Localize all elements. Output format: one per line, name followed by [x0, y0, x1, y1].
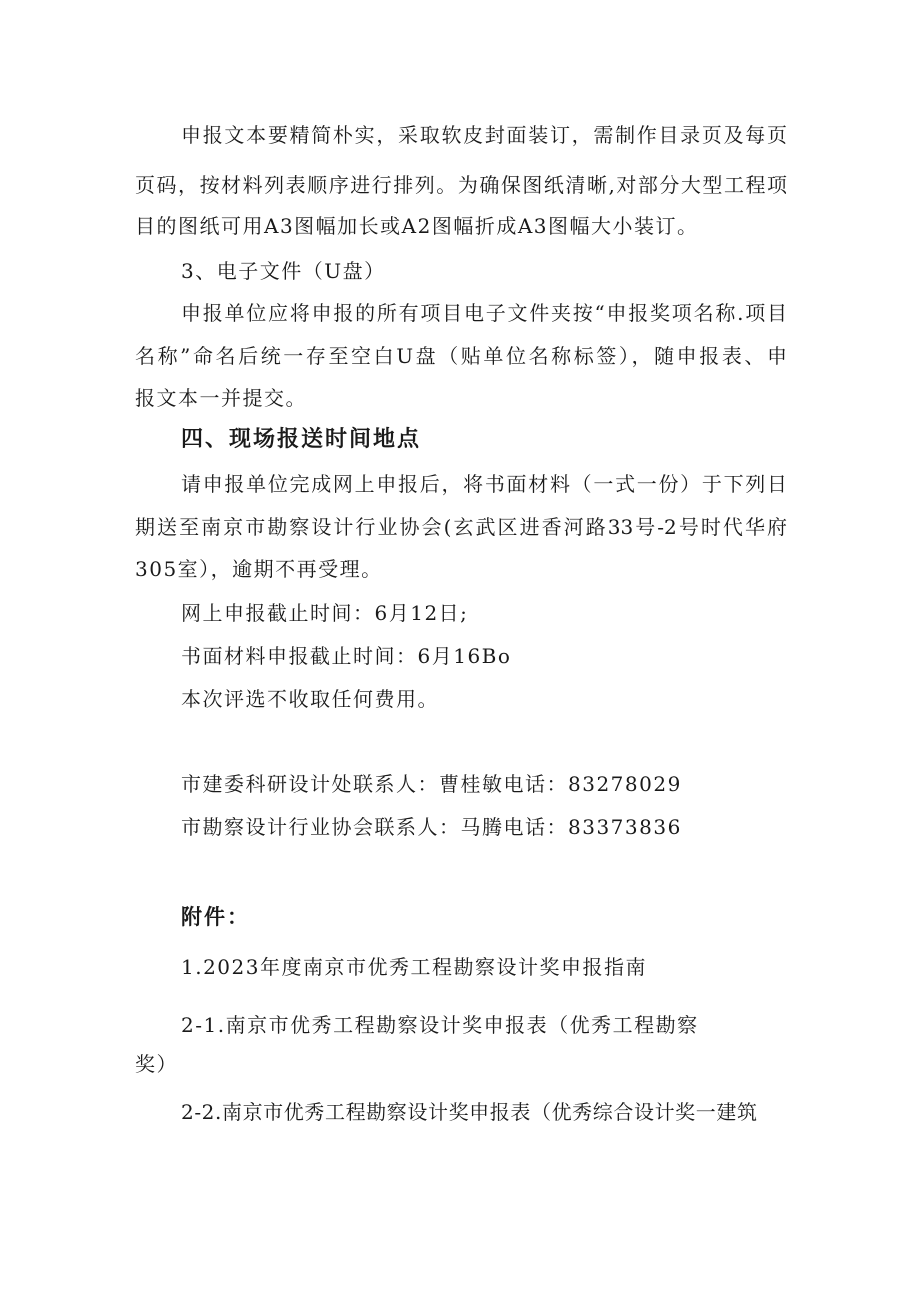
attachments-heading: 附件： — [181, 905, 250, 929]
attachment-item-3: 2-2.南京市优秀工程勘察设计奖申报表（优秀综合设计奖一建筑 — [181, 1100, 758, 1124]
item-electronic-line-3: 报文本一并提交。 — [135, 386, 307, 410]
paragraph-binding-line-1: 申报文本要精简朴实，采取软皮封面装订，需制作目录页及每页 — [181, 123, 787, 147]
paper-deadline: 书面材料申报截止时间：6月16Bo — [181, 644, 512, 668]
item-electronic-line-2: 名称”命名后统一存至空白U盘（贴单位名称标签），随申报表、申 — [135, 344, 787, 368]
section-4-heading: 四、现场报送时间地点 — [181, 427, 422, 452]
section-4-line-3: 305室），逾期不再受理。 — [135, 557, 383, 581]
fee-note: 本次评选不收取任何费用。 — [181, 687, 439, 711]
attachment-item-2-line-2: 奖） — [135, 1052, 178, 1076]
contact-survey-design-association: 市勘察设计行业协会联系人：马腾电话：83373836 — [181, 815, 682, 839]
attachment-item-2-line-1: 2-1.南京市优秀工程勘察设计奖申报表（优秀工程勘察 — [181, 1013, 699, 1037]
paragraph-binding-line-3: 目的图纸可用A3图幅加长或A2图幅折成A3图幅大小装订。 — [135, 214, 699, 238]
contact-construction-committee: 市建委科研设计处联系人：曹桂敏电话：83278029 — [181, 772, 682, 796]
online-deadline: 网上申报截止时间：6月12日; — [181, 601, 469, 625]
paragraph-binding-line-2: 页码，按材料列表顺序进行排列。为确保图纸清晰,对部分大型工程项 — [135, 173, 787, 197]
attachment-item-1: 1.2023年度南京市优秀工程勘察设计奖申报指南 — [181, 955, 647, 979]
item-electronic-line-1: 申报单位应将申报的所有项目电子文件夹按“申报奖项名称.项目 — [181, 301, 787, 325]
item-electronic-title: 3、电子文件（U盘） — [181, 259, 386, 283]
section-4-line-2: 期送至南京市勘察设计行业协会(玄武区进香河路33号-2号时代华府 — [135, 515, 787, 539]
section-4-line-1: 请申报单位完成网上申报后，将书面材料（一式一份）于下列日 — [181, 472, 787, 496]
